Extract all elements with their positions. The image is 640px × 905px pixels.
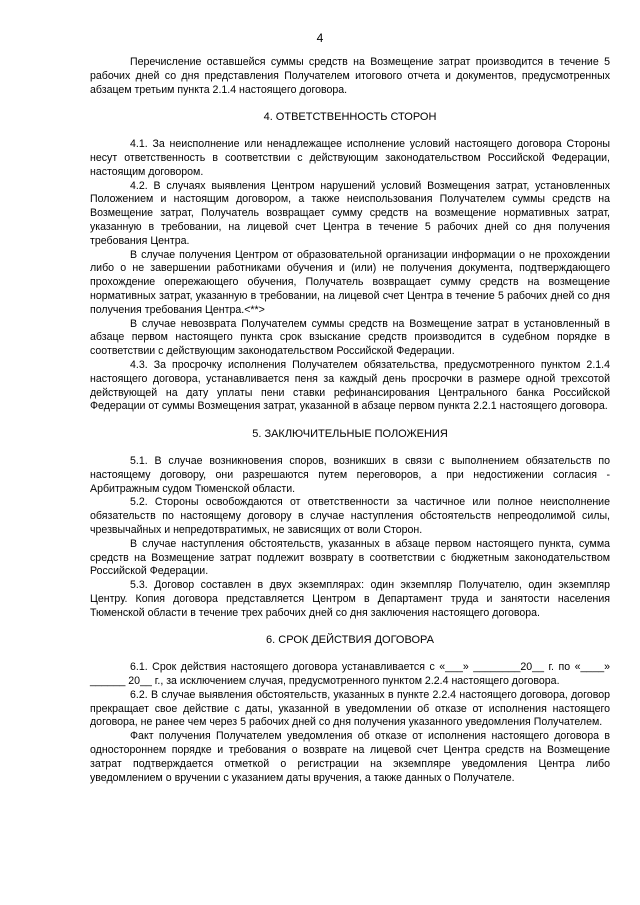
paragraph-4-1: 4.1. За неисполнение или ненадлежащее исполнение условий настоящего договора Стороны несут ответственность в соответствии с действующим законодательством Российской Федерации, настоящим договором. — [90, 138, 610, 178]
document-body — [90, 56, 610, 785]
paragraph-4-2-c: В случае невозврата Получателем суммы средств на Возмещение затрат в установленный в абзаце первом настоящего пункта срок взыскание средств производится в судебном порядке в соответствии с действующим законодательством Российской Федерации. — [90, 317, 610, 358]
paragraph-5-2: 5.2. Стороны освобождаются от ответственности за частичное или полное неисполнение обязательств по настоящему договору в случае наступления обстоятельств непреодолимой силы, чрезвычайных и непредотвратимых, не зависящих от воли Сторон. — [90, 496, 610, 536]
paragraph-6-2: 6.2. В случае выявления обстоятельств, указанных в пункте 2.2.4 настоящего договора, договор прекращает свое действие с даты, указанной в уведомлении об отказе от исполнения настоящего договора, не ранее чем через 5 рабочих дней со дня получения указанного уведомления Получателем. — [90, 688, 610, 729]
page-number: 4 — [316, 31, 324, 45]
paragraph-5-2-b: В случае наступления обстоятельств, указанных в абзаце первом настоящего пункта, сумма средств на Возмещение затрат подлежит возврату в соответствии с бюджетным законодательством Российской Федерации. — [90, 537, 610, 578]
paragraph-4-3: 4.3. За просрочку исполнения Получателем обязательства, предусмотренного пунктом 2.1.4 настоящего договора, устанавливается пеня за каждый день просрочки в размере одной трехсотой действующей на дату уплаты пени ставки рефинансирования Центрального банка Российской Федерации от суммы Возмещения затрат, указанной в абзаце первом пункта 2.2.1 настоящего договора. — [90, 358, 610, 413]
paragraph-4-2-b: В случае получения Центром от образовательной организации информации о не прохождении либо о не завершении работниками обучения и (или) не получения документа, подтверждающего прохождение опережающего обучения, Получатель возвращает сумму средств на возмещение нормативных затрат, указанную в требовании, на лицевой счет Центра в течение 5 рабочих дней со дня получения требования Центра.<**> — [90, 248, 610, 316]
paragraph-5-3: 5.3. Договор составлен в двух экземплярах: один экземпляр Получателю, один экземпляр Центру. Копия договора представляется Центром в Департамент труда и занятости населения Тюменской области в течение трех рабочих дней со дня заключения настоящего договора. — [90, 579, 610, 619]
paragraph-5-1: 5.1. В случае возникновения споров, возникших в связи с выполнением обязательств по настоящему договору, они разрешаются путем переговоров, а при недостижении согласия - Арбитражным судом Тюменской области. — [90, 454, 610, 495]
section-4-heading: 4. ОТВЕТСТВЕННОСТЬ СТОРОН — [263, 111, 437, 124]
section-6-heading: 6. СРОК ДЕЙСТВИЯ ДОГОВОРА — [266, 634, 434, 647]
paragraph-4-2: 4.2. В случаях выявления Центром нарушений условий Возмещения затрат, установленных Положением и настоящим договором, а также неиспользования Получателем суммы средств на Возмещение затрат, Получатель возвращает сумму средств на возмещение нормативных затрат, указанную в требовании, на лицевой счет Центра в течение 5 рабочих дней со дня получения требования Центра. — [90, 179, 610, 247]
intro-paragraph: Перечисление оставшейся суммы средств на Возмещение затрат производится в течение 5 рабочих дней со дня представления Получателем итогового отчета и документов, предусмотренных абзацем третьим пункта 2.1.4 настоящего договора. — [90, 56, 610, 96]
paragraph-6-1: 6.1. Срок действия настоящего договора устанавливается с «___» ________20__ г. по «____» ______ 20__ г., за исключением случая, предусмотренного пунктом 2.2.4 настоящего договора. — [90, 661, 610, 688]
section-5-heading: 5. ЗАКЛЮЧИТЕЛЬНЫЕ ПОЛОЖЕНИЯ — [252, 428, 448, 441]
paragraph-6-2-b: Факт получения Получателем уведомления об отказе от исполнения настоящего договора в одностороннем порядке и требования о возврате на лицевой счет Центра средств на Возмещение затрат подтверждается отметкой о регистрации на экземпляре уведомления Центра либо уведомлением о вручении с указанием даты вручения, а также данных о Получателе. — [90, 730, 610, 784]
